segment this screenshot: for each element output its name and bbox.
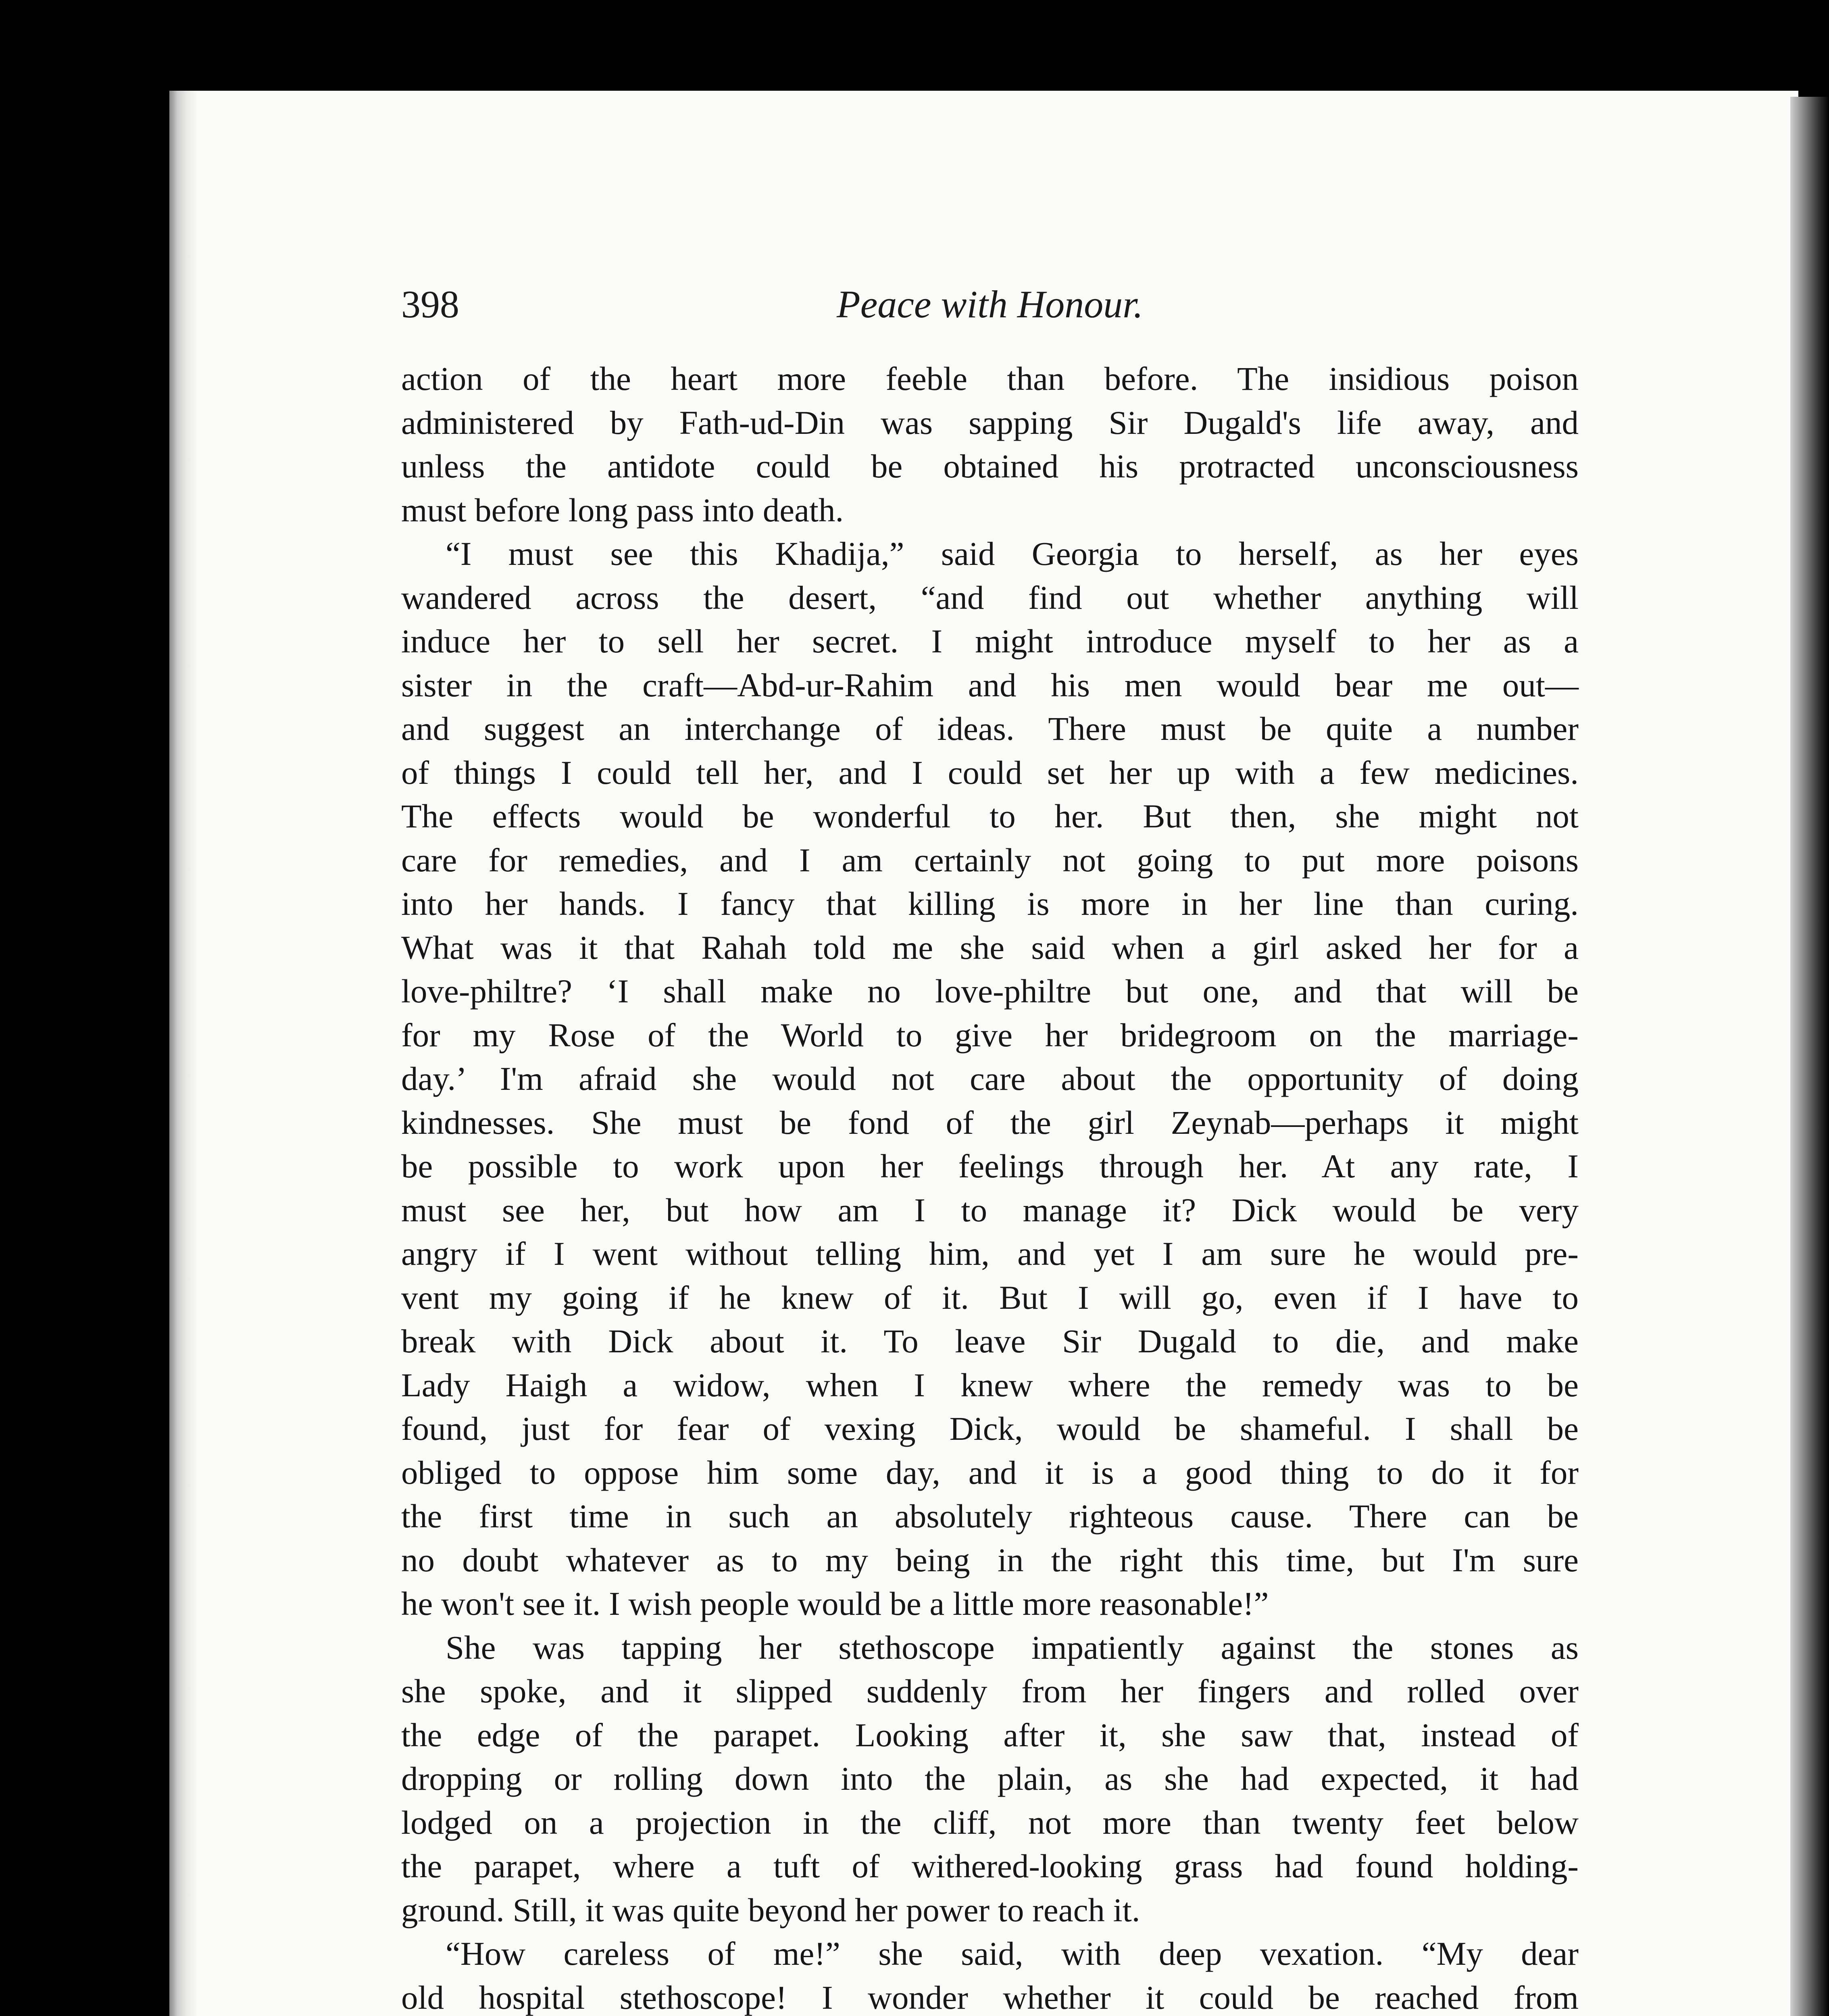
text-line: for my Rose of the World to give her bridegroom on the marriage-: [401, 1016, 1579, 1054]
text-line: What was it that Rahah told me she said when a girl asked her for a: [401, 929, 1579, 966]
text-line: obliged to oppose him some day, and it is a good thing to do it for: [401, 1454, 1579, 1491]
text-line: break with Dick about it. To leave Sir Dugald to die, and make: [401, 1322, 1579, 1360]
text-line: care for remedies, and I am certainly not going to put more poisons: [401, 841, 1579, 879]
text-line: the edge of the parapet. Looking after it, she saw that, instead of: [401, 1716, 1579, 1754]
text-line: he won't see it. I wish people would be a little more reasonable!”: [401, 1585, 1269, 1622]
page-header: [401, 274, 1579, 335]
text-line: must before long pass into death.: [401, 491, 844, 529]
text-line: angry if I went without telling him, and yet I am sure he would pre-: [401, 1235, 1579, 1272]
text-line: kindnesses. She must be fond of the girl Zeynab—perhaps it might: [401, 1104, 1579, 1141]
text-line: induce her to sell her secret. I might introduce myself to her as a: [401, 623, 1579, 660]
text-line: be possible to work upon her feelings through her. At any rate, I: [401, 1148, 1579, 1185]
page-number: 398: [401, 283, 459, 326]
text-line: day.’ I'm afraid she would not care about the opportunity of doing: [401, 1060, 1579, 1097]
text-line: found, just for fear of vexing Dick, would be shameful. I shall be: [401, 1410, 1579, 1447]
text-line: action of the heart more feeble than before. The insidious poison: [401, 360, 1579, 397]
paragraph: [401, 532, 1579, 1626]
text-line: no doubt whatever as to my being in the right this time, but I'm sure: [401, 1541, 1579, 1579]
text-line: wandered across the desert, “and find out whether anything will: [401, 579, 1579, 616]
page-edge-shadow: [1790, 97, 1829, 2016]
text-line: old hospital stethoscope! I wonder whether it could be reached from: [401, 1979, 1579, 2016]
page-gutter-shadow: [169, 91, 198, 2016]
text-line: the first time in such an absolutely righteous cause. There can be: [401, 1497, 1579, 1535]
text-line: of things I could tell her, and I could set her up with a few medicines.: [401, 754, 1579, 791]
text-line: ground. Still, it was quite beyond her power to reach it.: [401, 1891, 1140, 1929]
text-line: and suggest an interchange of ideas. There must be quite a number: [401, 710, 1579, 747]
text-line: love-philtre? ‘I shall make no love-philtre but one, and that will be: [401, 973, 1579, 1010]
text-line: administered by Fath-ud-Din was sapping Sir Dugald's life away, and: [401, 404, 1579, 441]
text-line: sister in the craft—Abd-ur-Rahim and his men would bear me out—: [401, 666, 1579, 704]
text-line: vent my going if he knew of it. But I will go, even if I have to: [401, 1279, 1579, 1316]
text-line: must see her, but how am I to manage it? Dick would be very: [401, 1191, 1579, 1229]
text-line: the parapet, where a tuft of withered-looking grass had found holding-: [401, 1847, 1579, 1885]
text-line: into her hands. I fancy that killing is more in her line than curing.: [401, 885, 1579, 922]
text-line: dropping or rolling down into the plain, as she had expected, it had: [401, 1760, 1579, 1797]
text-line: she spoke, and it slipped suddenly from her fingers and rolled over: [401, 1672, 1579, 1710]
text-line: “How careless of me!” she said, with deep vexation. “My dear: [446, 1935, 1579, 1972]
paragraph: [401, 1932, 1579, 2016]
text-line: lodged on a projection in the cliff, not more than twenty feet below: [401, 1804, 1579, 1841]
body-text: [401, 357, 1579, 2016]
running-title: Peace with Honour.: [837, 283, 1143, 326]
text-line: Lady Haigh a widow, when I knew where the remedy was to be: [401, 1366, 1579, 1404]
text-line: “I must see this Khadija,” said Georgia to herself, as her eyes: [446, 535, 1579, 572]
text-line: She was tapping her stethoscope impatiently against the stones as: [446, 1629, 1579, 1666]
paragraph: [401, 1626, 1579, 1932]
paragraph: [401, 357, 1579, 532]
text-line: unless the antidote could be obtained his protracted unconsciousness: [401, 448, 1579, 485]
text-line: The effects would be wonderful to her. But then, she might not: [401, 798, 1579, 835]
